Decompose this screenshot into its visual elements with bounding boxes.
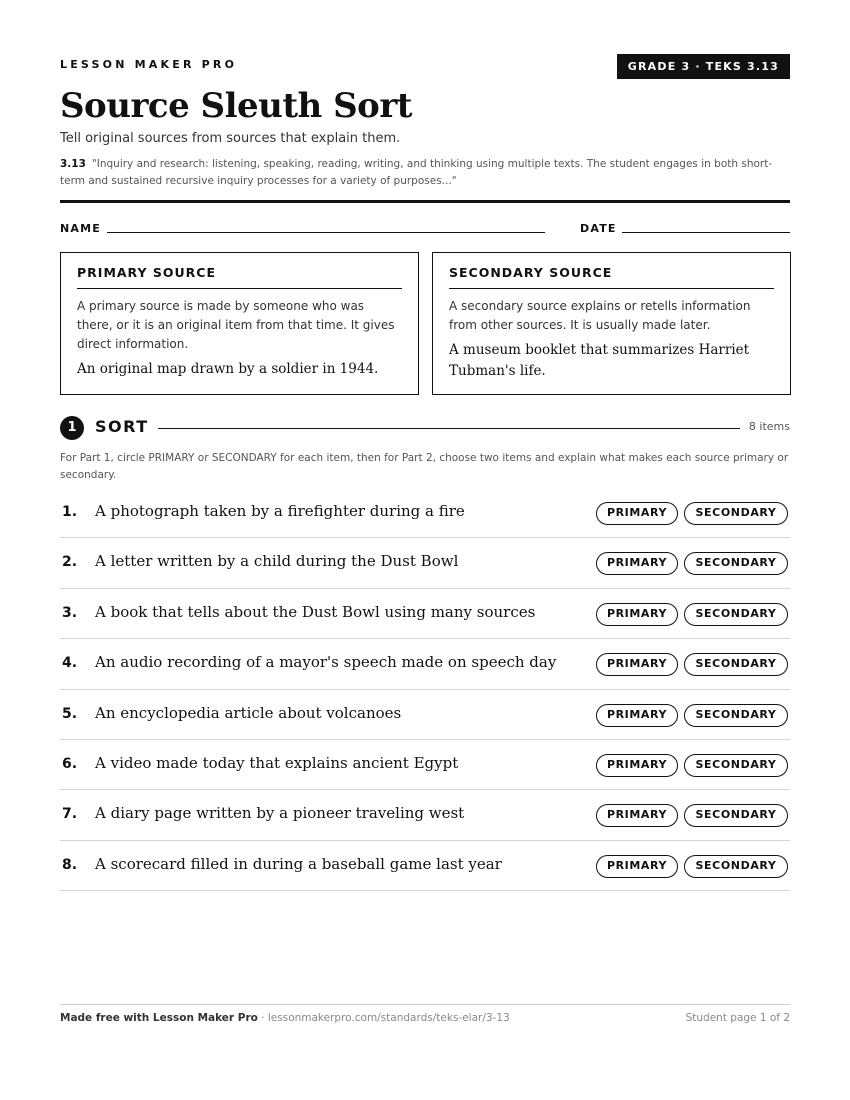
footer-separator: · [257, 1012, 268, 1024]
date-field[interactable] [622, 232, 790, 233]
item-text: A book that tells about the Dust Bowl using many sources [95, 602, 536, 621]
primary-choice-button[interactable]: PRIMARY [596, 603, 678, 626]
primary-source-text: A primary source is made by someone who was there, or it is an original item from that time. It gives direct information. [77, 299, 395, 351]
primary-choice-button[interactable]: PRIMARY [596, 804, 678, 827]
secondary-choice-button[interactable]: SECONDARY [684, 552, 788, 575]
item-text: An audio recording of a mayor's speech made on speech day [95, 653, 557, 672]
primary-source-example: An original map drawn by a soldier in 1944. [77, 361, 379, 377]
section-divider [158, 428, 740, 429]
primary-source-definition [60, 252, 419, 395]
standard-description [60, 156, 790, 190]
primary-choice-button[interactable]: PRIMARY [596, 502, 678, 525]
secondary-choice-button[interactable]: SECONDARY [684, 603, 788, 626]
page-title: Source Sleuth Sort [60, 86, 412, 126]
secondary-source-text: A secondary source explains or retells information from other sources. It is usually made later. [449, 299, 751, 332]
secondary-choice-button[interactable]: SECONDARY [684, 653, 788, 676]
primary-choice-button[interactable]: PRIMARY [596, 704, 678, 727]
brand-name: LESSON MAKER PRO [60, 58, 238, 71]
item-number: 3. [62, 604, 78, 621]
list-item [60, 538, 790, 588]
standard-text: "Inquiry and research: listening, speaking, reading, writing, and thinking using multiple texts. The student engages in both short-term and sustained recursive inquiry processes for a variety of purposes..." [60, 158, 773, 187]
secondary-choice-button[interactable]: SECONDARY [684, 704, 788, 727]
list-item [60, 639, 790, 689]
secondary-source-definition [432, 252, 791, 395]
item-number: 6. [62, 755, 78, 772]
primary-choice-button[interactable]: PRIMARY [596, 855, 678, 878]
secondary-source-example: A museum booklet that summarizes Harriet Tubman's life. [449, 342, 750, 379]
item-number: 8. [62, 856, 78, 873]
section-number-badge: 1 [60, 416, 84, 440]
item-text: A letter written by a child during the Dust Bowl [95, 552, 459, 571]
page-number: Student page 1 of 2 [685, 1012, 790, 1024]
header-divider [60, 200, 790, 203]
list-item [60, 589, 790, 639]
footer-made-with: Made free with Lesson Maker Pro [60, 1012, 258, 1024]
secondary-source-heading: SECONDARY SOURCE [449, 265, 774, 289]
footer-url-link[interactable]: lessonmakerpro.com/standards/teks-elar/3-13 [267, 1012, 510, 1024]
section-title: SORT [95, 417, 149, 436]
item-number: 2. [62, 554, 78, 571]
name-label: NAME [60, 222, 101, 235]
secondary-choice-button[interactable]: SECONDARY [684, 754, 788, 777]
footer-credit [60, 1012, 510, 1024]
secondary-choice-button[interactable]: SECONDARY [684, 502, 788, 525]
page-subtitle: Tell original sources from sources that explain them. [60, 131, 401, 146]
item-text: A video made today that explains ancient Egypt [95, 753, 459, 772]
worksheet-page [60, 0, 790, 1100]
section-instructions: For Part 1, circle PRIMARY or SECONDARY for each item, then for Part 2, choose two items and explain what makes each source primary or secondary. [60, 452, 789, 481]
footer-divider [60, 1004, 790, 1005]
item-number: 7. [62, 806, 78, 823]
primary-choice-button[interactable]: PRIMARY [596, 653, 678, 676]
list-item [60, 841, 790, 891]
sort-item-list [60, 488, 790, 891]
list-item [60, 740, 790, 790]
secondary-choice-button[interactable]: SECONDARY [684, 804, 788, 827]
item-number: 1. [62, 504, 78, 520]
item-text: A diary page written by a pioneer traveling west [95, 804, 465, 823]
primary-choice-button[interactable]: PRIMARY [596, 552, 678, 575]
list-item [60, 488, 790, 538]
list-item [60, 690, 790, 740]
item-text: An encyclopedia article about volcanoes [95, 703, 402, 722]
item-number: 4. [62, 655, 78, 672]
primary-source-heading: PRIMARY SOURCE [77, 265, 402, 289]
item-text: A scorecard filled in during a baseball game last year [95, 854, 502, 873]
item-text: A photograph taken by a firefighter during a fire [95, 502, 465, 520]
grade-standard-badge: GRADE 3 · TEKS 3.13 [617, 54, 790, 79]
item-count: 8 items [748, 420, 790, 433]
date-label: DATE [580, 222, 617, 235]
secondary-choice-button[interactable]: SECONDARY [684, 855, 788, 878]
name-field[interactable] [107, 232, 545, 233]
list-item [60, 790, 790, 840]
standard-code: 3.13 [60, 158, 86, 170]
primary-choice-button[interactable]: PRIMARY [596, 754, 678, 777]
item-number: 5. [62, 705, 78, 722]
